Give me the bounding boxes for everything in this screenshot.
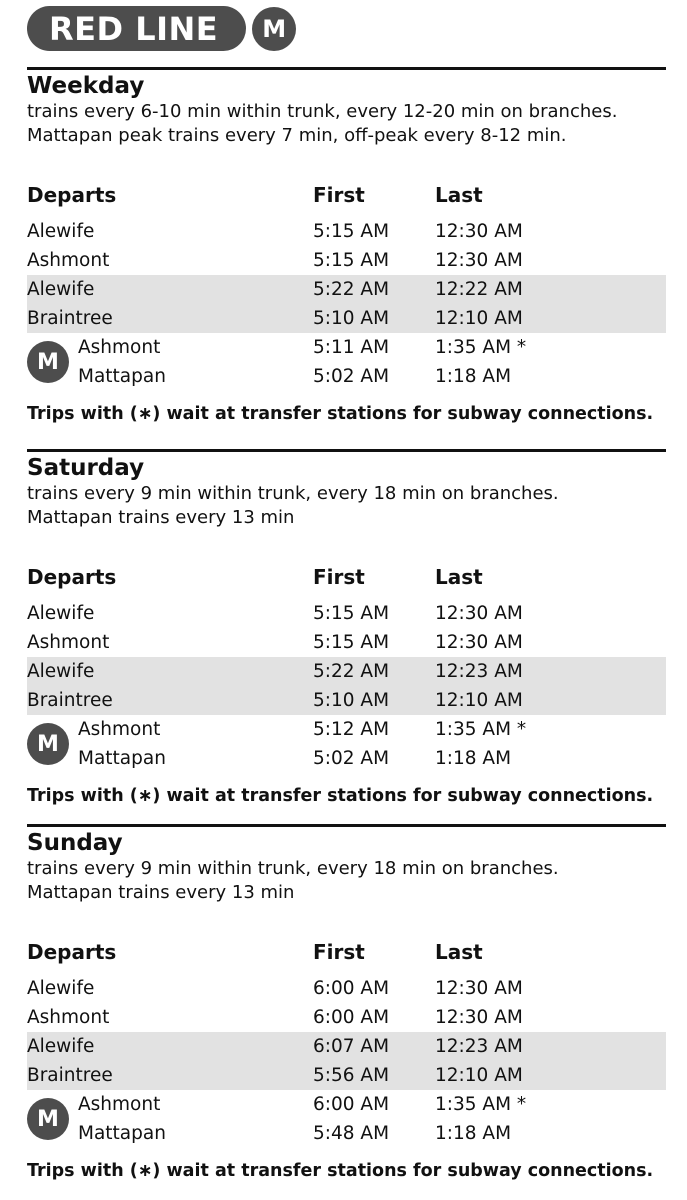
table-row: [27, 362, 666, 391]
last-time: 12:30 AM: [435, 603, 523, 624]
schedule-saturday: [27, 449, 666, 809]
first-time: 5:48 AM: [313, 1123, 390, 1144]
last-time: 12:30 AM: [435, 632, 523, 653]
frequency-line-2: Mattapan trains every 13 min: [27, 882, 295, 903]
last-time: 12:10 AM: [435, 1065, 523, 1086]
station-name: Braintree: [27, 690, 113, 711]
frequency-line-1: trains every 9 min within trunk, every 18 min on branches.: [27, 483, 559, 504]
last-time: 12:30 AM: [435, 1007, 523, 1028]
mattapan-rows: [27, 1090, 666, 1148]
frequency-line-2: Mattapan peak trains every 7 min, off-peak every 8-12 min.: [27, 125, 567, 146]
station-name: Ashmont: [27, 250, 110, 271]
last-time: 12:10 AM: [435, 308, 523, 329]
first-time: 5:15 AM: [313, 603, 390, 624]
table-row: [27, 333, 666, 362]
first-time: 5:12 AM: [313, 719, 390, 740]
station-name: Alewife: [27, 978, 95, 999]
times-table: [27, 183, 666, 391]
last-header: Last: [435, 565, 483, 589]
station-name: Ashmont: [78, 337, 161, 358]
mattapan-m-icon: M: [27, 723, 69, 765]
last-time: 1:18 AM: [435, 748, 512, 769]
station-name: Ashmont: [27, 632, 110, 653]
schedule-sunday: [27, 824, 666, 1184]
station-name: Alewife: [27, 1036, 95, 1057]
day-title: Saturday: [27, 455, 145, 481]
table-row: [27, 744, 666, 773]
transfer-note: Trips with (∗) wait at transfer stations for subway connections.: [27, 404, 654, 424]
table-row: [27, 1003, 666, 1032]
first-time: 5:15 AM: [313, 250, 390, 271]
last-time: 1:35 AM *: [435, 337, 527, 358]
day-title: Sunday: [27, 830, 123, 856]
first-time: 5:56 AM: [313, 1065, 390, 1086]
table-header: [27, 183, 666, 212]
red-line-title: RED LINE: [27, 6, 246, 51]
first-time: 5:10 AM: [313, 308, 390, 329]
times-table: [27, 565, 666, 773]
last-header: Last: [435, 940, 483, 964]
station-name: Alewife: [27, 279, 95, 300]
first-header: First: [313, 940, 365, 964]
station-name: Ashmont: [78, 719, 161, 740]
table-header: [27, 940, 666, 969]
page-header: [27, 6, 296, 51]
transfer-note: Trips with (∗) wait at transfer stations for subway connections.: [27, 1161, 654, 1181]
table-row: [27, 628, 666, 657]
last-time: 1:35 AM *: [435, 719, 527, 740]
last-time: 1:18 AM: [435, 1123, 512, 1144]
station-name: Ashmont: [27, 1007, 110, 1028]
station-name: Alewife: [27, 661, 95, 682]
departs-header: Departs: [27, 183, 117, 207]
frequency-line-1: trains every 6-10 min within trunk, every 12-20 min on branches.: [27, 101, 618, 122]
table-row: [27, 1090, 666, 1119]
table-row: [27, 246, 666, 275]
table-row: [27, 686, 666, 715]
first-time: 5:02 AM: [313, 748, 390, 769]
station-name: Ashmont: [78, 1094, 161, 1115]
first-time: 5:15 AM: [313, 632, 390, 653]
table-header: [27, 565, 666, 594]
last-time: 12:30 AM: [435, 221, 523, 242]
last-time: 12:30 AM: [435, 250, 523, 271]
table-row: [27, 657, 666, 686]
first-time: 5:15 AM: [313, 221, 390, 242]
times-table: [27, 940, 666, 1148]
mattapan-rows: [27, 333, 666, 391]
last-header: Last: [435, 183, 483, 207]
mattapan-m-icon: M: [252, 7, 296, 51]
table-row: [27, 599, 666, 628]
departs-header: Departs: [27, 940, 117, 964]
station-name: Mattapan: [78, 748, 166, 769]
last-time: 12:30 AM: [435, 978, 523, 999]
first-time: 5:02 AM: [313, 366, 390, 387]
last-time: 12:23 AM: [435, 661, 523, 682]
station-name: Alewife: [27, 221, 95, 242]
table-row: [27, 217, 666, 246]
first-header: First: [313, 565, 365, 589]
table-row: [27, 275, 666, 304]
station-name: Alewife: [27, 603, 95, 624]
station-name: Braintree: [27, 308, 113, 329]
mattapan-rows: [27, 715, 666, 773]
frequency-line-1: trains every 9 min within trunk, every 18 min on branches.: [27, 858, 559, 879]
table-row: [27, 1061, 666, 1090]
station-name: Mattapan: [78, 366, 166, 387]
table-row: [27, 1032, 666, 1061]
first-header: First: [313, 183, 365, 207]
first-time: 6:00 AM: [313, 1007, 390, 1028]
first-time: 5:22 AM: [313, 279, 390, 300]
mattapan-m-icon: M: [27, 1098, 69, 1140]
first-time: 6:00 AM: [313, 978, 390, 999]
last-time: 12:22 AM: [435, 279, 523, 300]
table-row: [27, 304, 666, 333]
first-time: 6:07 AM: [313, 1036, 390, 1057]
first-time: 6:00 AM: [313, 1094, 390, 1115]
last-time: 1:35 AM *: [435, 1094, 527, 1115]
last-time: 12:10 AM: [435, 690, 523, 711]
table-row: [27, 715, 666, 744]
table-row: [27, 974, 666, 1003]
first-time: 5:10 AM: [313, 690, 390, 711]
frequency-line-2: Mattapan trains every 13 min: [27, 507, 295, 528]
table-row: [27, 1119, 666, 1148]
schedule-weekday: [27, 67, 666, 427]
first-time: 5:11 AM: [313, 337, 390, 358]
station-name: Mattapan: [78, 1123, 166, 1144]
last-time: 12:23 AM: [435, 1036, 523, 1057]
last-time: 1:18 AM: [435, 366, 512, 387]
transfer-note: Trips with (∗) wait at transfer stations for subway connections.: [27, 786, 654, 806]
station-name: Braintree: [27, 1065, 113, 1086]
first-time: 5:22 AM: [313, 661, 390, 682]
mattapan-m-icon: M: [27, 341, 69, 383]
departs-header: Departs: [27, 565, 117, 589]
day-title: Weekday: [27, 73, 145, 99]
